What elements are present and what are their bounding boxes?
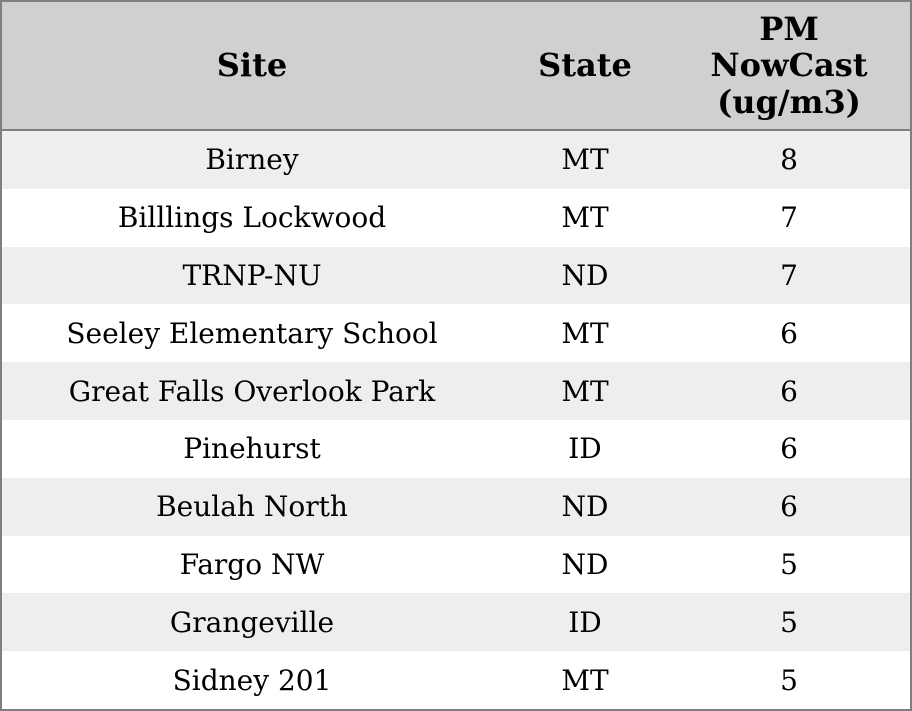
column-header-pm-nowcast-label: PM NowCast (ug/m3) — [710, 10, 868, 121]
cell-state: MT — [561, 316, 609, 350]
table-row — [2, 478, 910, 536]
header-row — [2, 2, 910, 131]
cell-pm-nowcast: 7 — [780, 201, 798, 235]
cell-site: Birney — [205, 143, 299, 177]
table-row — [2, 536, 910, 594]
cell-pm-nowcast: 5 — [780, 663, 798, 697]
cell-site: Pinehurst — [183, 432, 321, 466]
cell-state: MT — [561, 143, 609, 177]
cell-state: ID — [568, 605, 602, 639]
column-header-pm-nowcast — [668, 2, 910, 131]
cell-state: MT — [561, 201, 609, 235]
cell-site: Fargo NW — [179, 547, 325, 581]
cell-pm-nowcast: 6 — [780, 316, 798, 350]
cell-pm-nowcast: 6 — [780, 374, 798, 408]
table-row — [2, 651, 910, 709]
table-row — [2, 131, 910, 189]
column-header-site-label: Site — [216, 46, 288, 85]
cell-state: ID — [568, 432, 602, 466]
cell-site: TRNP-NU — [182, 258, 322, 292]
table-row — [2, 362, 910, 420]
cell-state: MT — [561, 374, 609, 408]
table-body — [2, 131, 910, 709]
cell-state: MT — [561, 663, 609, 697]
cell-site: Billlings Lockwood — [117, 201, 387, 235]
column-header-state — [502, 2, 668, 131]
column-header-site — [2, 2, 502, 131]
cell-site: Beulah North — [156, 490, 348, 524]
cell-state: ND — [561, 490, 609, 524]
table-row — [2, 189, 910, 247]
cell-pm-nowcast: 8 — [780, 143, 798, 177]
cell-state: ND — [561, 547, 609, 581]
table-row — [2, 593, 910, 651]
cell-pm-nowcast: 6 — [780, 490, 798, 524]
cell-pm-nowcast: 5 — [780, 547, 798, 581]
table-row — [2, 304, 910, 362]
cell-site: Great Falls Overlook Park — [68, 374, 436, 408]
cell-pm-nowcast: 5 — [780, 605, 798, 639]
cell-site: Seeley Elementary School — [66, 316, 438, 350]
cell-site: Sidney 201 — [172, 663, 332, 697]
table-header — [2, 2, 910, 131]
table-row — [2, 420, 910, 478]
table-row — [2, 247, 910, 305]
cell-state: ND — [561, 258, 609, 292]
cell-pm-nowcast: 7 — [780, 258, 798, 292]
cell-site: Grangeville — [169, 605, 335, 639]
column-header-state-label: State — [538, 46, 632, 85]
cell-pm-nowcast: 6 — [780, 432, 798, 466]
